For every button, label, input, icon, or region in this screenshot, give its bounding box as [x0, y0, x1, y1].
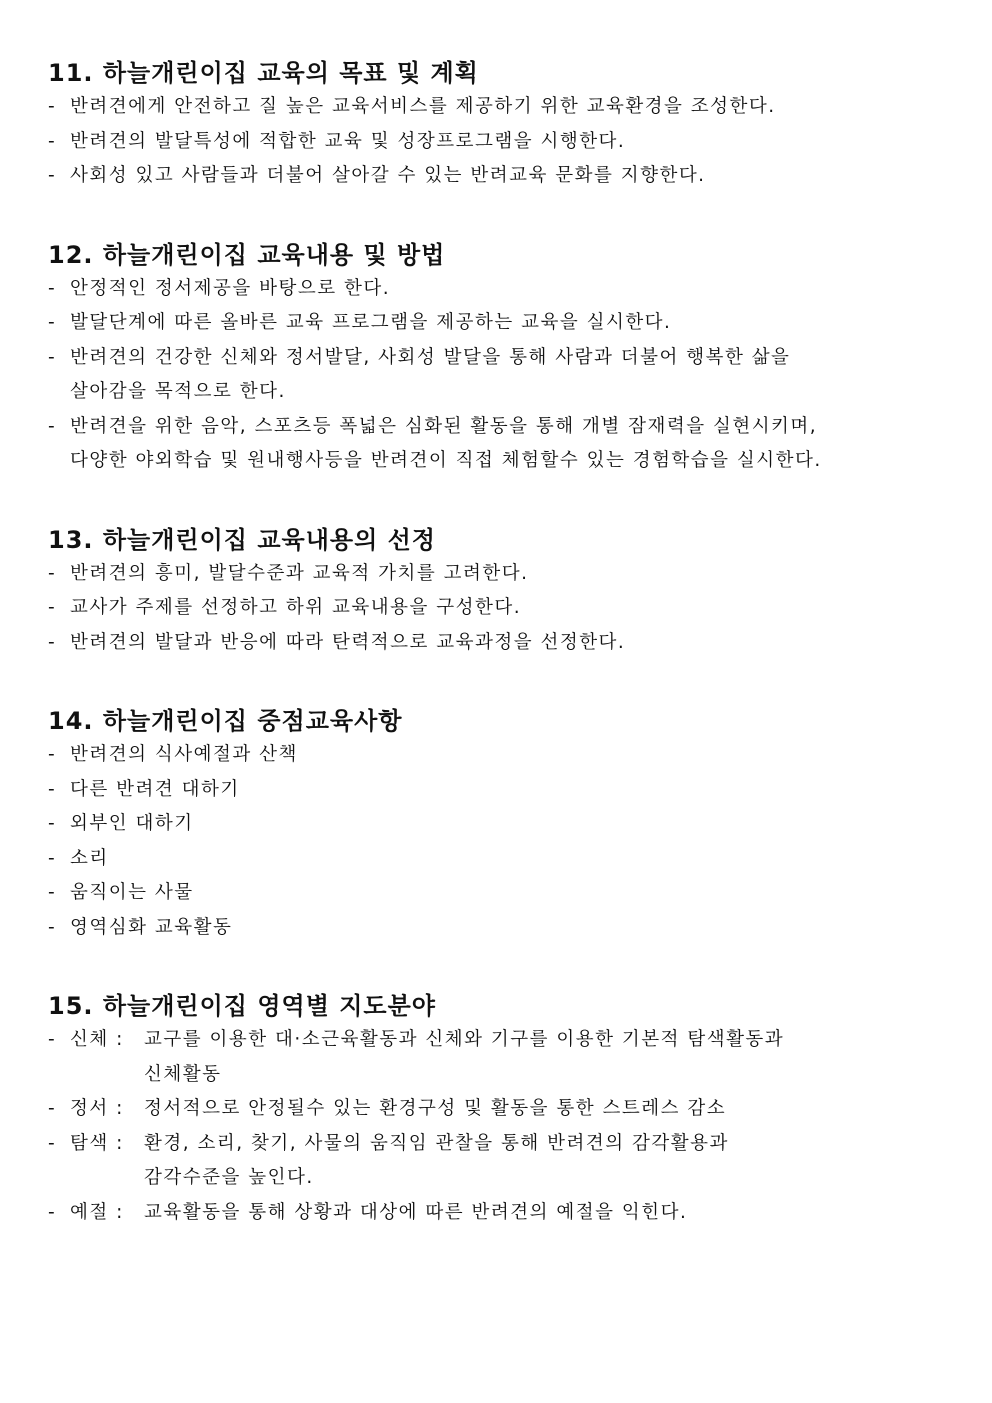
dash-marker: -	[48, 277, 57, 299]
list-item	[48, 773, 952, 808]
item-label: 탐색 :	[70, 1132, 124, 1154]
item-text: 반려견의 흥미, 발달수준과 교육적 가치를 고려한다.	[70, 562, 529, 584]
item-text: 반려견의 식사예절과 산책	[70, 744, 298, 765]
dash-marker: -	[48, 312, 57, 333]
section-gap	[48, 660, 952, 704]
item-text: 다른 반려견 대하기	[70, 778, 240, 800]
item-text: 환경, 소리, 찾기, 사물의 움직임 관찰을 통해 반려견의 감각활용과	[144, 1132, 729, 1154]
item-text: 발달단계에 따른 올바른 교육 프로그램을 제공하는 교육을 실시한다.	[70, 312, 672, 333]
item-text: 움직이는 사물	[70, 882, 194, 903]
dash-marker: -	[48, 415, 57, 437]
bullet-list	[48, 557, 952, 661]
section-13	[48, 523, 952, 661]
dash-marker: -	[48, 1132, 57, 1154]
section-heading: 15. 하늘개린이집 영역별 지도분야	[48, 992, 436, 1020]
dash-marker: -	[48, 1201, 57, 1223]
dash-marker: -	[48, 778, 57, 800]
dash-marker: -	[48, 813, 57, 834]
bullet-list	[48, 738, 952, 945]
list-item	[48, 738, 952, 773]
item-text-continued: 신체활동	[144, 1063, 222, 1085]
list-item	[48, 90, 952, 125]
list-item	[48, 272, 952, 307]
item-text: 정서적으로 안정될수 있는 환경구성 및 활동을 통한 스트레스 감소	[144, 1098, 727, 1119]
bullet-list	[48, 272, 952, 479]
section-heading: 13. 하늘개린이집 교육내용의 선정	[48, 525, 436, 554]
section-gap	[48, 194, 952, 238]
dash-marker: -	[48, 346, 57, 368]
list-item	[48, 911, 952, 946]
section-gap	[48, 945, 952, 989]
item-text-continued: 살아감을 목적으로 한다.	[70, 381, 286, 402]
item-text: 교구를 이용한 대·소근육활동과 신체와 기구를 이용한 기본적 탐색활동과	[144, 1029, 785, 1050]
item-text: 영역심화 교육활동	[70, 916, 233, 938]
section-12	[48, 238, 952, 479]
item-text: 안정적인 정서제공을 바탕으로 한다.	[70, 277, 391, 299]
bullet-list	[48, 1023, 952, 1230]
list-item	[48, 341, 952, 410]
item-text-continued: 다양한 야외학습 및 원내행사등을 반려견이 직접 체험할수 있는 경험학습을 실시한다.	[70, 450, 822, 471]
list-item-physical	[48, 1023, 952, 1092]
item-text: 교사가 주제를 선정하고 하위 교육내용을 구성한다.	[70, 597, 522, 618]
dash-marker: -	[48, 1098, 57, 1119]
item-text: 외부인 대하기	[70, 813, 194, 834]
dash-marker: -	[48, 562, 57, 584]
item-label: 예절 :	[70, 1201, 124, 1223]
list-item	[48, 306, 952, 341]
list-item	[48, 159, 952, 194]
list-item	[48, 557, 952, 592]
list-item	[48, 626, 952, 661]
item-text: 반려견의 발달과 반응에 따라 탄력적으로 교육과정을 선정한다.	[70, 631, 626, 653]
dash-marker: -	[48, 597, 57, 618]
dash-marker: -	[48, 744, 57, 765]
list-item-emotion	[48, 1092, 952, 1127]
section-11	[48, 56, 952, 194]
list-item	[48, 591, 952, 626]
list-item-exploration	[48, 1127, 952, 1196]
item-text: 반려견의 건강한 신체와 정서발달, 사회성 발달을 통해 사람과 더불어 행복한 삶을	[70, 346, 791, 368]
list-item	[48, 410, 952, 479]
item-text: 반려견에게 안전하고 질 높은 교육서비스를 제공하기 위한 교육환경을 조성한다.	[70, 96, 776, 117]
item-label: 신체 :	[70, 1029, 124, 1050]
list-item	[48, 876, 952, 911]
section-14	[48, 704, 952, 945]
dash-marker: -	[48, 165, 57, 186]
item-text: 반려견을 위한 음악, 스포츠등 폭넓은 심화된 활동을 통해 개별 잠재력을 실현시키며,	[70, 415, 818, 437]
dash-marker: -	[48, 130, 57, 152]
item-text: 반려견의 발달특성에 적합한 교육 및 성장프로그램을 시행한다.	[70, 130, 626, 152]
dash-marker: -	[48, 882, 57, 903]
dash-marker: -	[48, 916, 57, 938]
item-text: 교육활동을 통해 상황과 대상에 따른 반려견의 예절을 익힌다.	[144, 1201, 688, 1223]
list-item	[48, 125, 952, 160]
dash-marker: -	[48, 1029, 57, 1050]
item-text: 소리	[70, 847, 109, 869]
bullet-list	[48, 90, 952, 194]
item-text: 사회성 있고 사람들과 더불어 살아갈 수 있는 반려교육 문화를 지향한다.	[70, 165, 706, 186]
section-heading: 14. 하늘개린이집 중점교육사항	[48, 707, 403, 735]
list-item-etiquette	[48, 1196, 952, 1231]
section-heading: 12. 하늘개린이집 교육내용 및 방법	[48, 240, 446, 269]
dash-marker: -	[48, 96, 57, 117]
item-text-continued: 감각수준을 높인다.	[144, 1167, 314, 1188]
item-label: 정서 :	[70, 1098, 124, 1119]
dash-marker: -	[48, 631, 57, 653]
section-15	[48, 989, 952, 1230]
list-item	[48, 807, 952, 842]
section-heading: 11. 하늘개린이집 교육의 목표 및 계획	[48, 59, 479, 87]
dash-marker: -	[48, 847, 57, 869]
list-item	[48, 842, 952, 877]
section-gap	[48, 479, 952, 523]
